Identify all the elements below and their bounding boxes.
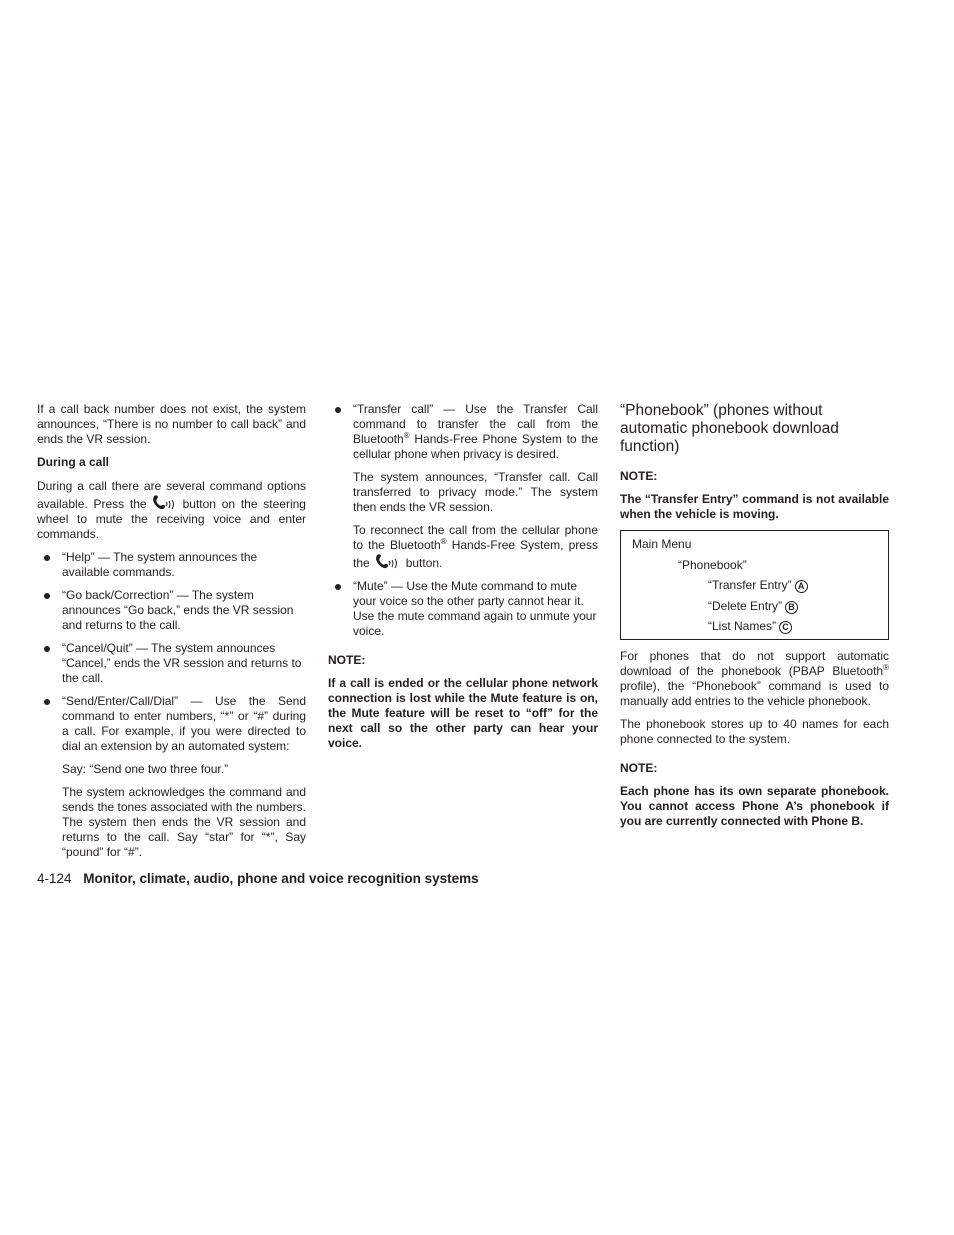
say-example: Say: “Send one two three four.” xyxy=(62,762,229,776)
column-right xyxy=(620,402,889,829)
transfer-call-text-a: “Transfer call” — Use the Transfer Call command to transfer the call from the Bluetooth xyxy=(353,402,598,446)
menu-delete-entry xyxy=(632,596,877,617)
marker-c-icon: C xyxy=(779,621,792,634)
menu-phonebook: “Phonebook” xyxy=(678,557,747,572)
note-label: NOTE: xyxy=(328,653,366,667)
list-item-mute: “Mute” — Use the Mute command to mute your voice so the other party cannot hear it. Use the mute command again to unmute your voice. xyxy=(328,579,598,639)
command-list xyxy=(37,550,306,860)
section-footer-title: Monitor, climate, audio, phone and voice recognition systems xyxy=(83,871,479,886)
phone-voice-icon xyxy=(151,494,177,511)
list-item-cancel: “Cancel/Quit” — The system announces “Cancel,” ends the VR session and returns to the call. xyxy=(37,641,306,686)
marker-a-icon: A xyxy=(795,580,808,593)
paragraph-command-options-text-a: During a call there are several command options available. Press the xyxy=(37,479,306,511)
paragraph-no-callback: If a call back number does not exist, the system announces, “There is no number to call back” and ends the VR session. xyxy=(37,402,306,446)
transfer-call-text-b: Hands-Free Phone System to the cellular phone when privacy is desired. xyxy=(353,432,598,461)
paragraph-command-options-text-b: button on the steering wheel to mute the receiving voice and enter commands. xyxy=(37,497,306,541)
transfer-announce-text: The system announces, “Transfer call. Call transferred to privacy mode.” The system then ends the VR session. xyxy=(353,470,598,514)
paragraph-capacity: The phonebook stores up to 40 names for each phone connected to the system. xyxy=(620,716,889,746)
note-mute-reset: If a call is ended or the cellular phone network connection is lost while the Mute feature is on, the Mute feature will be reset to “off” for the next call so the other party can hear your voice. xyxy=(328,676,598,750)
reconnect-text-b: Hands-Free System, press the xyxy=(353,538,598,570)
menu-tree-box xyxy=(620,530,889,640)
paragraph-pbap-text-b: profile), the “Phonebook” command is used to manually add entries to the vehicle phonebook. xyxy=(620,678,889,708)
heading-during-a-call: During a call xyxy=(37,455,110,469)
registered-mark: ® xyxy=(883,662,889,672)
transfer-call-text xyxy=(353,402,598,462)
menu-list-names-label: “List Names” xyxy=(708,619,777,633)
registered-mark: ® xyxy=(403,431,410,440)
acknowledge-text: The system acknowledges the command and sends the tones associated with the numbers. The system then ends the VR session and returns to the call. Say “star” for “*”, Say “pound” for “#”. xyxy=(62,785,306,859)
menu-transfer-entry xyxy=(632,575,877,596)
section-title-phonebook: “Phonebook” (phones without automatic phonebook download function) xyxy=(620,402,839,455)
reconnect-text-a: To reconnect the call from the cellular phone to the Bluetooth xyxy=(353,523,598,552)
phone-voice-icon xyxy=(374,553,400,570)
registered-mark: ® xyxy=(440,537,447,546)
paragraph-pbap xyxy=(620,649,889,709)
note-transfer-entry: The “Transfer Entry” command is not available when the vehicle is moving. xyxy=(620,492,889,521)
list-item-send-text: “Send/Enter/Call/Dial” — Use the Send command to enter numbers, “*” or “#” during a call. For example, if you were directed to dial an extension by an automated system: xyxy=(62,694,306,753)
list-item-help: “Help” — The system announces the available commands. xyxy=(37,550,306,580)
note-separate-phonebook: Each phone has its own separate phonebook. You cannot access Phone A’s phonebook if you are currently connected with Phone B. xyxy=(620,783,889,828)
list-item-send xyxy=(37,694,306,860)
marker-b-icon: B xyxy=(785,601,798,614)
reconnect-text xyxy=(353,523,598,571)
paragraph-pbap-text-a: For phones that do not support automatic download of the phonebook (PBAP Bluetooth xyxy=(620,648,889,678)
column-middle xyxy=(328,402,598,751)
list-item-go-back: “Go back/Correction” — The system announces “Go back,” ends the VR session and returns to the call. xyxy=(37,588,306,633)
menu-delete-entry-label: “Delete Entry” xyxy=(708,598,783,613)
note-label: NOTE: xyxy=(620,469,658,483)
paragraph-command-options xyxy=(37,479,306,542)
page-number: 4-124 xyxy=(37,871,72,886)
reconnect-text-c: button. xyxy=(405,556,443,570)
note-label: NOTE: xyxy=(620,760,658,775)
column-left xyxy=(37,402,306,868)
page-footer xyxy=(37,871,479,886)
command-list-continued xyxy=(328,402,598,639)
list-item-transfer-call xyxy=(328,402,598,571)
menu-main: Main Menu xyxy=(632,537,692,551)
menu-transfer-entry-label: “Transfer Entry” xyxy=(708,578,792,592)
menu-list-names xyxy=(632,616,877,637)
